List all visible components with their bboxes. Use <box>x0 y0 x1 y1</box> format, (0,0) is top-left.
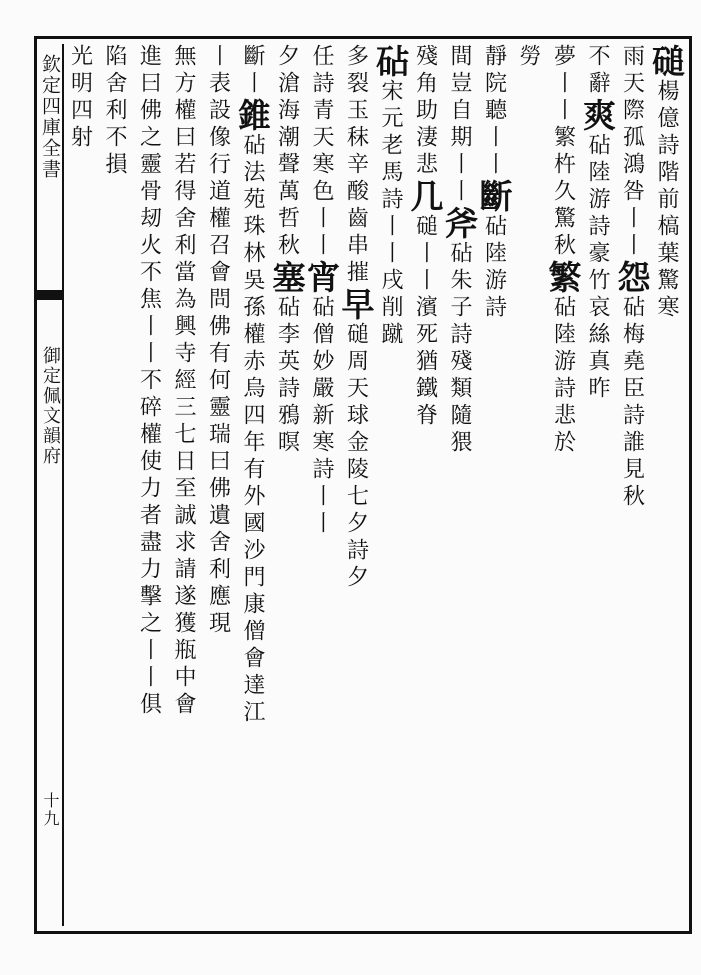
text-segment: 砧法苑珠林吳孫權赤烏四年有外國沙門康僧會達江 <box>240 133 265 727</box>
text-segment: 磓周天球金陵七夕詩夕 <box>343 322 369 592</box>
headword: 早 <box>336 287 376 322</box>
text-segment: 砧陸游詩 <box>481 214 507 322</box>
text-segment: 不辭 <box>585 44 610 98</box>
headword: 宵 <box>302 260 341 295</box>
text-column <box>60 44 100 924</box>
text-column <box>439 44 479 924</box>
text-segment: 陷舍利不損 <box>102 44 127 179</box>
text-column <box>405 44 445 924</box>
text-segment: 砧朱子詩殘類隨猥 <box>447 241 472 457</box>
headword: 怨 <box>612 260 652 295</box>
text-segment: 砧李英詩鴉暝 <box>274 295 300 457</box>
text-column <box>94 44 134 924</box>
text-segment: 間豈自期丨丨 <box>447 44 472 206</box>
text-segment: 楊億詩階前槁葉驚寒 <box>654 79 679 322</box>
text-column <box>612 44 652 924</box>
text-column <box>163 44 203 924</box>
text-segment: 磓丨丨濱死猶鐵脊 <box>412 214 438 430</box>
text-column <box>646 44 686 924</box>
text-segment: 進曰佛之靈骨刼火不焦丨丨不碎權使力者盡力擊之丨丨俱 <box>136 44 162 719</box>
headword: 几 <box>405 179 445 214</box>
text-segment: 任詩青天寒色丨丨 <box>309 44 334 260</box>
text-segment: 砧陸游詩豪竹哀絲真昨 <box>585 133 610 403</box>
text-segment: 宋元老馬詩丨丨戌削蹴 <box>378 79 403 349</box>
text-segment: 多裂玉秣辛酸齒串摧 <box>343 44 369 287</box>
text-column <box>370 44 410 924</box>
book-title: 欽定四庫全書 <box>39 54 61 180</box>
headword: 斧 <box>440 206 479 241</box>
headword: 繁 <box>543 260 583 295</box>
text-segment: 光明四射 <box>67 44 93 152</box>
text-segment: 斷丨 <box>240 44 265 98</box>
text-column <box>508 44 548 924</box>
headword: 爽 <box>578 98 617 133</box>
page-number: 十九 <box>41 792 60 828</box>
text-segment: 夕滄海潮聲萬哲秋 <box>274 44 300 260</box>
text-segment: 砧梅堯臣詩誰見秋 <box>619 295 645 511</box>
text-column <box>129 44 169 924</box>
text-segment: 夢丨丨繁杵久驚秋 <box>550 44 576 260</box>
headword: 塞 <box>267 260 307 295</box>
text-column <box>474 44 514 924</box>
page-margin <box>38 44 62 926</box>
volume-title: 御定佩文韻府 <box>40 346 61 466</box>
text-columns <box>62 44 684 924</box>
text-segment: 勞 <box>516 44 541 71</box>
text-column <box>543 44 583 924</box>
text-segment: 雨天際孤鴻咎丨丨 <box>619 44 645 260</box>
text-segment: 靜院聽丨丨 <box>481 44 507 179</box>
headword: 斷 <box>474 179 514 214</box>
text-column <box>232 44 272 924</box>
text-segment: 殘角助淒悲 <box>412 44 438 179</box>
text-segment: 無方權曰若得舍利當為興寺經三七日至誠求請遂獲瓶中會 <box>171 44 196 719</box>
text-column <box>301 44 341 924</box>
text-segment: 丨表設像行道權召會問佛有何靈瑞曰佛遺舍利應現 <box>205 44 231 638</box>
headword: 砧 <box>371 44 410 79</box>
headword: 磓 <box>647 44 686 79</box>
text-segment: 砧陸游詩悲於 <box>550 295 576 457</box>
text-column <box>336 44 376 924</box>
headword: 錐 <box>233 98 272 133</box>
text-column <box>267 44 307 924</box>
text-column <box>198 44 238 924</box>
text-segment: 砧僧妙嚴新寒詩丨丨 <box>309 295 334 538</box>
text-column <box>577 44 617 924</box>
